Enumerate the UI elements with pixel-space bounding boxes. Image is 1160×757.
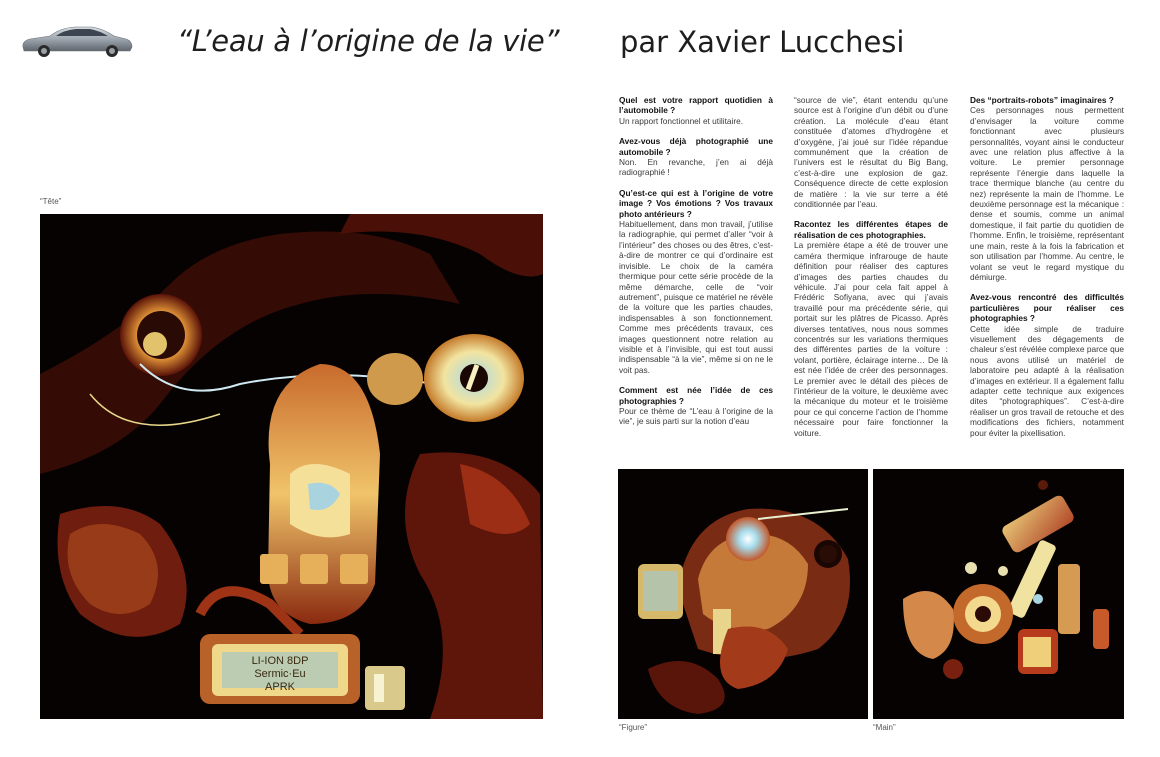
answer: La première étape a été de trouver une caméra thermique infrarouge de haute définition pour réaliser des captures d’images des parties chaudes du véhicule. J’ai pour cela fait appel à Frédéric Sofiyana, avec qui j’avais travaillé pour ma précédente série, qui portait sur les plâtres de Picasso. Après diverses tentatives, nous nous sommes concentrés sur les variations thermiques des différentes parties de la voiture : volant, portière, éclairage interne… De là est née l’idée de créer des personnages. Le premier avec le détail des pièces de l’intérieur de la voiture, le deuxième avec la mécanique du moteur et le troisième pour ce qui concerne l’action de l’homme nécessaire pour faire fonctionner la voiture. (794, 240, 948, 438)
caption-tete: “Tête” (40, 197, 62, 206)
question: Comment est née l’idée de ces photographies ? (619, 385, 773, 406)
question: Avez-vous rencontré des difficultés particulières pour réaliser ces photographies ? (970, 292, 1124, 324)
text-column-1 (619, 95, 773, 427)
article-author: par Xavier Lucchesi (620, 25, 905, 59)
answer: Cette idée simple de traduire visuellement des dégagements de chaleur s’est révélée complexe parce que nous avons utilisé un matériel de laboratoire peu adapté à la réalisation d’images en extérieur. Il a également fallu adapter cette technique aux exigences dites “photographiques”. C’est-à-dire réaliser un gros travail de retouche et des modifications des fichiers, notamment pour éviter la pixellisation. (970, 323, 1124, 438)
caption-main: “Main” (873, 723, 896, 732)
question: Des “portraits-robots” imaginaires ? (970, 95, 1114, 105)
answer: Habituellement, dans mon travail, j’utilise la radiographie, qui permet d’aller “voir à l’intérieur” des choses ou des êtres, c’est-à-dire de montrer ce qui d’ordinaire est invisible. Le choix de la caméra thermique pour cette série procède de la même démarche, celle de “voir autrement”, puisque ce matériel ne révèle de la voiture que les parties chaudes, indispensables à son fonctionnement. Comme mes précédents travaux, ces images questionnent notre relation au visible et à l’invisible, qui est tout aussi indispensable “à la vie”, même si on ne le voit pas. (619, 219, 773, 375)
article-title: “L’eau à l’origine de la vie” (177, 24, 560, 58)
plate-line-2: Sermic·Eu (254, 668, 306, 680)
answer: Un rapport fonctionnel et utilitaire. (619, 115, 744, 126)
question: Avez-vous déjà photographié une automobile ? (619, 136, 773, 157)
photo-tete (40, 214, 543, 719)
question: Qu’est-ce qui est à l’origine de votre image ? Vos émotions ? Vos travaux photo antérieurs ? (619, 187, 773, 219)
car-logo-icon (20, 23, 134, 59)
answer: Pour ce thème de “L’eau à l’origine de la vie”, je suis parti sur la notion d’eau (619, 405, 773, 427)
photo-figure (618, 469, 868, 719)
question: Racontez les différentes étapes de réalisation de ces photographies. (794, 219, 948, 240)
answer: Ces personnages nous permettent d’envisager la voiture comme fonctionnant avec plusieurs personnalités, voyant ainsi le conducteur avec une relation plus affective à la voiture. Le premier personnage représente l’énergie dans laquelle la trace thermique blanche (au centre du nez) représente la main de l’homme. Le deuxième personnage est la mécanique : dense et soumis, comme un animal domestique, il fait partie du quotidien de l’homme. Enfin, le troisième, représentant une main, reste à la fois la fabrication et son utilisation par l’homme. Au centre, le volant se veut le regard mystique du démiurge. (970, 105, 1124, 282)
question: Quel est votre rapport quotidien à l’automobile ? (619, 95, 773, 116)
answer: Non. En revanche, j’en ai déjà radiographié ! (619, 157, 773, 178)
text-column-3 (970, 95, 1124, 438)
photo-main (873, 469, 1124, 719)
text-column-2 (794, 95, 948, 438)
answer: “source de vie”, étant entendu qu’une source est à l’origine d’un débit ou d’une création. La molécule d’eau étant constituée d’atomes d’hydrogène et d’oxygène, j’ai joué sur l’idée répandue communément que la création de l’univers est le résultat du Big Bang, c’est-à-dire une explosion de gaz. Conséquence directe de cette explosion de matière : la vie sur terre a été conditionnée par l’eau. (794, 95, 948, 210)
caption-figure: “Figure” (619, 723, 648, 732)
plate-line-3: APRK (265, 681, 295, 693)
plate-line-1: LI-ION 8DP (251, 655, 309, 667)
